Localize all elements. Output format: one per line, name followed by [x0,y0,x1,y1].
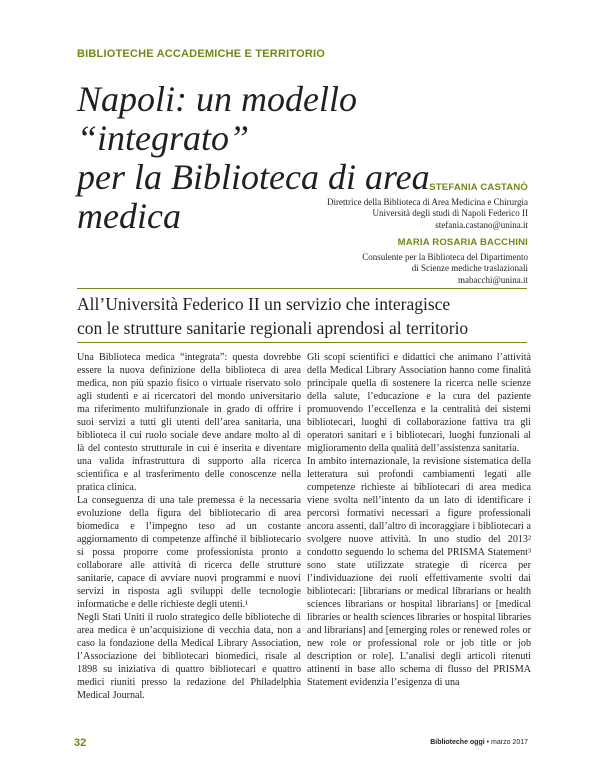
footer-issue [430,739,528,746]
subtitle-line: con le strutture sanitarie regionali aprendosi al territorio [77,318,469,338]
paragraph: Una Biblioteca medica “integrata”: questa dovrebbe essere la nuova definizione della biblioteca di area medica, non più spazio fisico o virtuale riservato solo agli studenti e ai ricercatori del mondo universitario ma riferimento multifunzionale in grado di offrire i suoi servizi a tutti gli utenti dell’area sanitaria, una biblioteca il cui ruolo sociale deve andare molto al di là del contesto strutturale in cui è inserita e diventare una valida infrastruttura di supporto alla ricerca scientifica e al trasferimento delle conoscenze nella pratica clinica. [77,352,301,493]
subtitle-line: All’Università Federico II un servizio che interagisce [77,294,451,314]
paragraph: Gli scopi scientifici e didattici che animano l’attività della Medical Library Association hanno come finalità principale quella di sostenere la ricerca nelle scienze della salute, l’educazione e la cura del paziente promuovendo l’eccellenza e la centralità dei sistemi bibliotecari, luoghi di collaborazione fattiva tra gli operatori sanitari e i bibliotecari, luoghi funzionali al miglioramento della qualità dell’assistenza sanitaria. [307,352,531,454]
author-affiliation: Direttrice della Biblioteca di Area Medicina e Chirurgia [326,196,528,207]
journal-name: Biblioteche oggi [430,739,485,746]
author-affiliation: Università degli studi di Napoli Federico II [372,208,528,218]
paragraph: In ambito internazionale, la revisione sistematica della letteratura sui profondi cambiamenti legati alle competenze richieste ai bibliotecari di area medica viene svolta nell’intento da un lato di identificare i percorsi formativi necessari a figure professionali ancora assenti, dall’altro di incoraggiare i bibliotecari a svolgere nuove attività. In uno studio del 2013² condotto seguendo lo schema del PRISMA Statement³ sono state utilizzate strategie di ricerca per l’individuazione dei ruoli effettivamente svolti dai bibliotecari: [librarians or medical librarians or health sciences librarians or hospital librarians] or [medical libraries or health sciences libraries or hospital libraries and librarians] and [emerging roles or renewed roles or new role or professional role or job title or job description or role]. L’analisi degli articoli ritenuti attinenti in base allo schema di flusso del PRISMA Statement evidenzia l’esigenza di una [307,456,531,688]
page-number: 32 [74,737,87,749]
title-line: per la Biblioteca di area medica [77,157,430,236]
author-block [362,237,528,286]
body-column-left [77,351,301,702]
author-affiliation: Consulente per la Biblioteca del Dipartimento [362,251,528,262]
section-label: BIBLIOTECHE ACCADEMICHE E TERRITORIO [77,48,325,60]
author-name: STEFANIA CASTANÒ [429,182,528,193]
issue-date: • marzo 2017 [484,739,528,746]
paragraph: La conseguenza di una tale premessa è la necessaria evoluzione della figura del bibliotecario di area biomedica e l’impegno teso ad un costante aggiornamento di competenze affinché il bibliotecario si possa proporre come professionista pronto a collaborare alle attività di ricerca delle strutture sanitarie, capace di avviare nuovi programmi e nuovi servizi in risposta agli sviluppi delle tecnologie informatiche e delle richieste degli utenti.¹ [77,495,301,610]
author-name: MARIA ROSARIA BACCHINI [397,237,528,248]
author-affiliation: di Scienze mediche traslazionali [411,263,528,273]
body-column-right [307,351,531,689]
paragraph: Negli Stati Uniti il ruolo strategico delle biblioteche di area medica è un’acquisizione di vecchia data, non a caso la fondazione della Medical Library Association, l’Associazione dei bibliotecari biomedici, risale al 1898 su iniziativa di quattro bibliotecari e quattro medici riuniti presso la redazione del Philadelphia Medical Journal. [77,612,301,701]
author-block [327,182,528,231]
author-email[interactable]: mabacchi@unina.it [457,274,528,285]
divider [77,342,527,343]
title-line: Napoli: un modello “integrato” [77,79,357,158]
divider [77,288,527,289]
author-email[interactable]: stefania.castano@unina.it [435,219,528,230]
article-subtitle [77,292,537,340]
